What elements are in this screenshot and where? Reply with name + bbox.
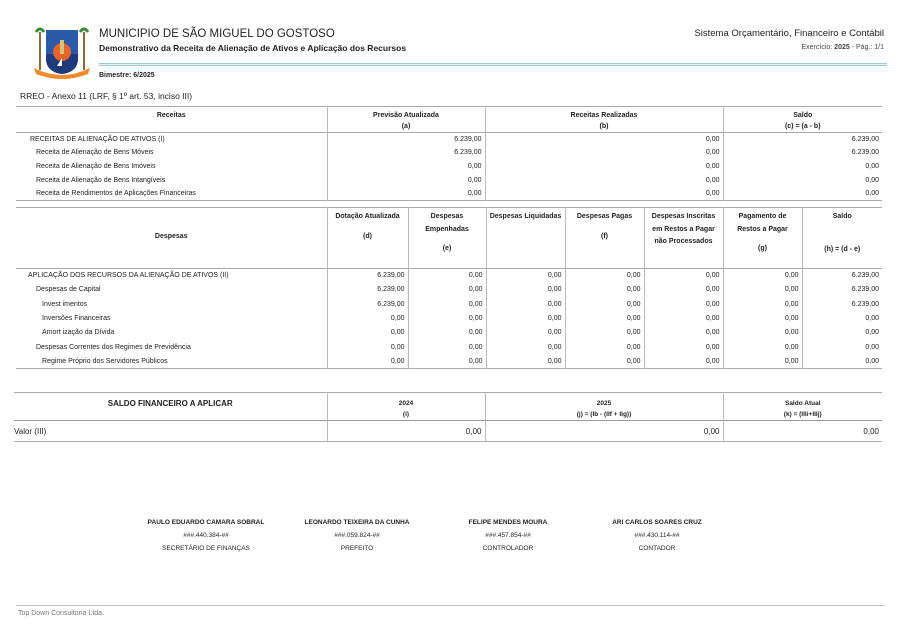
value-cell: 6.239,00 — [327, 146, 485, 160]
value-cell: 0,00 — [644, 354, 723, 368]
table-row — [16, 173, 882, 187]
column-header-label: Despesas Liquidadas — [489, 213, 562, 220]
value-cell: 0,00 — [723, 340, 802, 354]
table-row — [16, 297, 882, 311]
exercise-page-info — [801, 44, 884, 51]
value-cell: 0,00 — [327, 326, 408, 340]
value-cell: 0,00 — [865, 329, 879, 337]
value-cell: 0,00 — [865, 357, 879, 365]
signatory-role: PREFEITO — [340, 545, 374, 552]
saldo-financeiro-table — [14, 392, 882, 442]
column-header — [644, 208, 723, 269]
table-row — [14, 421, 882, 442]
column-header-label: Dotação Atualizada — [335, 213, 400, 220]
value-cell: 0,00 — [565, 269, 644, 283]
value-cell: 0,00 — [865, 315, 879, 323]
value-cell: 0,00 — [644, 311, 723, 325]
column-header-label: Previsão Atualizada — [373, 112, 439, 119]
table-row — [16, 340, 882, 354]
row-label: Inversões Financeiras — [16, 311, 327, 325]
value-cell: 0,00 — [865, 162, 879, 170]
value-cell: 6.239,00 — [851, 300, 879, 308]
value-cell: 6.239,00 — [851, 286, 879, 294]
column-header-label: Despesas Inscritas em Restos a Pagar não Processados — [651, 213, 716, 245]
column-header-formula: (h) = (d - e) — [824, 245, 861, 253]
row-label: APLICAÇÃO DOS RECURSOS DA ALIENAÇÃO DE ATIVOS (II) — [16, 269, 327, 283]
value-cell: 6.239,00 — [851, 149, 879, 157]
system-name: Sistema Orçamentário, Financeiro e Contábil — [694, 28, 884, 39]
table-row — [16, 326, 882, 340]
column-header-label: Saldo Atual — [784, 400, 821, 407]
value-cell: 0,00 — [644, 297, 723, 311]
value-cell: 0,00 — [565, 297, 644, 311]
value-cell: 0,00 — [327, 311, 408, 325]
value-cell: 0,00 — [485, 421, 723, 442]
column-header-formula: (e) — [442, 245, 452, 252]
value-cell: 0,00 — [327, 354, 408, 368]
column-header — [723, 208, 802, 269]
column-header-formula: (k) = (IIIi+IIIj) — [783, 411, 822, 418]
signatory-name: FELIPE MENDES MOURA — [468, 519, 548, 526]
value-cell: 0,00 — [723, 283, 802, 297]
signatory-document: ###.059.824-## — [334, 532, 380, 539]
row-label: Valor (III) — [14, 421, 327, 442]
column-header-label: Saldo — [832, 213, 852, 220]
row-label: Amort ização da Dívida — [16, 326, 327, 340]
signatory-document: ###.440.384-## — [183, 532, 229, 539]
value-cell: 0,00 — [408, 340, 486, 354]
signatory-name: PAULO EDUARDO CAMARA SOBRAL — [147, 519, 265, 526]
signatory-name: ARI CARLOS SOARES CRUZ — [612, 519, 702, 526]
value-cell: 0,00 — [486, 326, 565, 340]
value-cell: 0,00 — [327, 160, 485, 174]
value-cell: 0,00 — [408, 311, 486, 325]
column-header — [16, 107, 327, 133]
column-header — [327, 208, 408, 269]
column-header-label: 2024 — [398, 400, 414, 407]
value-cell: 0,00 — [565, 354, 644, 368]
column-header-formula: (a) — [401, 123, 411, 130]
row-label: Despesas de Capital — [16, 283, 327, 297]
table-row — [16, 133, 882, 147]
value-cell: 0,00 — [723, 311, 802, 325]
page-number: - Pág.: 1/1 — [851, 44, 884, 51]
exercise-year: 2025 — [834, 44, 850, 51]
row-label: Regime Próprio dos Servidores Públicos — [16, 354, 327, 368]
value-cell: 0,00 — [644, 283, 723, 297]
value-cell: 0,00 — [408, 326, 486, 340]
column-header-label: SALDO FINANCEIRO A APLICAR — [107, 399, 233, 408]
column-header — [723, 107, 882, 133]
value-cell: 0,00 — [327, 187, 485, 201]
value-cell: 0,00 — [486, 269, 565, 283]
municipal-coat-of-arms-logo — [30, 24, 94, 80]
column-header-formula: (i) — [402, 411, 410, 418]
annex-reference: RREO - Anexo 11 (LRF, § 1º art. 53, inciso III) — [20, 91, 193, 101]
value-cell: 6.239,00 — [327, 283, 408, 297]
value-cell: 0,00 — [565, 326, 644, 340]
header-divider — [99, 63, 887, 66]
signature-block — [126, 516, 286, 555]
value-cell: 0,00 — [327, 340, 408, 354]
value-cell: 0,00 — [486, 311, 565, 325]
row-label: Receita de Alienação de Bens Móveis — [16, 146, 327, 160]
value-cell: 6.239,00 — [327, 269, 408, 283]
footer-company: Top Down Consultoria Ltda. — [18, 610, 104, 617]
value-cell: 0,00 — [408, 354, 486, 368]
value-cell: 0,00 — [644, 326, 723, 340]
column-header — [16, 208, 327, 269]
column-header-formula: (g) — [758, 245, 767, 252]
footer-divider — [16, 605, 884, 606]
value-cell: 0,00 — [863, 426, 879, 436]
signature-block — [428, 516, 588, 555]
value-cell: 0,00 — [723, 326, 802, 340]
column-header-label: Pagamento de Restos a Pagar — [737, 213, 788, 233]
column-header-formula: (c) = (a - b) — [784, 123, 821, 130]
bimestre: Bimestre: 6/2025 — [99, 72, 155, 79]
signatory-role: CONTROLADOR — [482, 545, 534, 552]
value-cell: 0,00 — [723, 297, 802, 311]
signatory-name: LEONARDO TEIXEIRA DA CUNHA — [304, 519, 410, 526]
column-header — [486, 208, 565, 269]
despesas-table — [16, 207, 882, 369]
row-label: Invest imentos — [16, 297, 327, 311]
signature-block — [277, 516, 437, 555]
value-cell: 0,00 — [644, 269, 723, 283]
value-cell: 0,00 — [485, 187, 723, 201]
column-header — [327, 107, 485, 133]
value-cell: 0,00 — [408, 283, 486, 297]
value-cell: 0,00 — [327, 173, 485, 187]
value-cell: 0,00 — [408, 269, 486, 283]
row-label: Despesas Correntes dos Regimes de Previdência — [16, 340, 327, 354]
value-cell: 0,00 — [565, 340, 644, 354]
value-cell: 0,00 — [408, 297, 486, 311]
table-row — [16, 160, 882, 174]
value-cell: 0,00 — [723, 354, 802, 368]
column-header — [327, 393, 485, 421]
table-row — [16, 283, 882, 297]
table-row — [16, 187, 882, 201]
exercise-label: Exercício: — [801, 44, 833, 51]
row-label: RECEITAS DE ALIENAÇÃO DE ATIVOS (I) — [16, 133, 327, 147]
table-row — [16, 269, 882, 283]
row-label: Receita de Alienação de Bens Intangíveis — [16, 173, 327, 187]
value-cell: 0,00 — [865, 176, 879, 184]
value-cell: 0,00 — [485, 173, 723, 187]
value-cell: 6.239,00 — [851, 136, 879, 144]
column-header-label: Despesas Pagas — [576, 213, 633, 220]
column-header-formula: (j) = (Ib - (IIf + IIg)) — [576, 411, 632, 418]
column-header-label: Receitas Realizadas — [570, 112, 638, 119]
column-header-formula: (d) — [363, 232, 372, 240]
value-cell: 0,00 — [327, 421, 485, 442]
row-label: Receita de Rendimentos de Aplicações Financeiras — [16, 187, 327, 201]
column-header — [802, 208, 882, 269]
value-cell: 0,00 — [486, 340, 565, 354]
column-header — [408, 208, 486, 269]
value-cell: 0,00 — [723, 269, 802, 283]
column-header-formula: (b) — [599, 123, 609, 130]
table-row — [16, 354, 882, 368]
value-cell: 0,00 — [485, 160, 723, 174]
column-header-label: 2025 — [596, 400, 612, 407]
value-cell: 0,00 — [485, 133, 723, 147]
column-header — [14, 393, 327, 421]
value-cell: 0,00 — [565, 311, 644, 325]
table-row — [16, 311, 882, 325]
value-cell: 0,00 — [486, 297, 565, 311]
value-cell: 6.239,00 — [851, 272, 879, 280]
value-cell: 0,00 — [486, 354, 565, 368]
value-cell: 0,00 — [486, 283, 565, 297]
signatory-document: ###.430.114-## — [634, 532, 680, 539]
municipality-name: MUNICIPIO DE SÃO MIGUEL DO GOSTOSO — [99, 28, 335, 40]
value-cell: 0,00 — [565, 283, 644, 297]
value-cell: 0,00 — [485, 146, 723, 160]
value-cell: 0,00 — [865, 189, 879, 197]
table-row — [16, 146, 882, 160]
signatory-document: ###.457.854-## — [485, 532, 531, 539]
column-header-label: Despesas — [154, 233, 188, 240]
signatory-role: SECRETÁRIO DE FINANÇAS — [162, 545, 250, 552]
value-cell: 0,00 — [644, 340, 723, 354]
column-header — [723, 393, 882, 421]
column-header-label: Saldo — [793, 112, 813, 119]
column-header-formula: (f) — [601, 232, 608, 240]
column-header-label: Receitas — [156, 112, 186, 119]
signature-block — [577, 516, 737, 555]
value-cell: 6.239,00 — [327, 297, 408, 311]
column-header — [485, 107, 723, 133]
column-header-label: Despesas Empenhadas — [425, 213, 469, 233]
signatory-role: CONTADOR — [638, 545, 676, 552]
column-header — [565, 208, 644, 269]
report-title: Demonstrativo da Receita de Alienação de Ativos e Aplicação dos Recursos — [99, 43, 407, 53]
value-cell: 0,00 — [865, 343, 879, 351]
value-cell: 6.239,00 — [327, 133, 485, 147]
receitas-table — [16, 106, 882, 201]
column-header — [485, 393, 723, 421]
row-label: Receita de Alienação de Bens Imóveis — [16, 160, 327, 174]
